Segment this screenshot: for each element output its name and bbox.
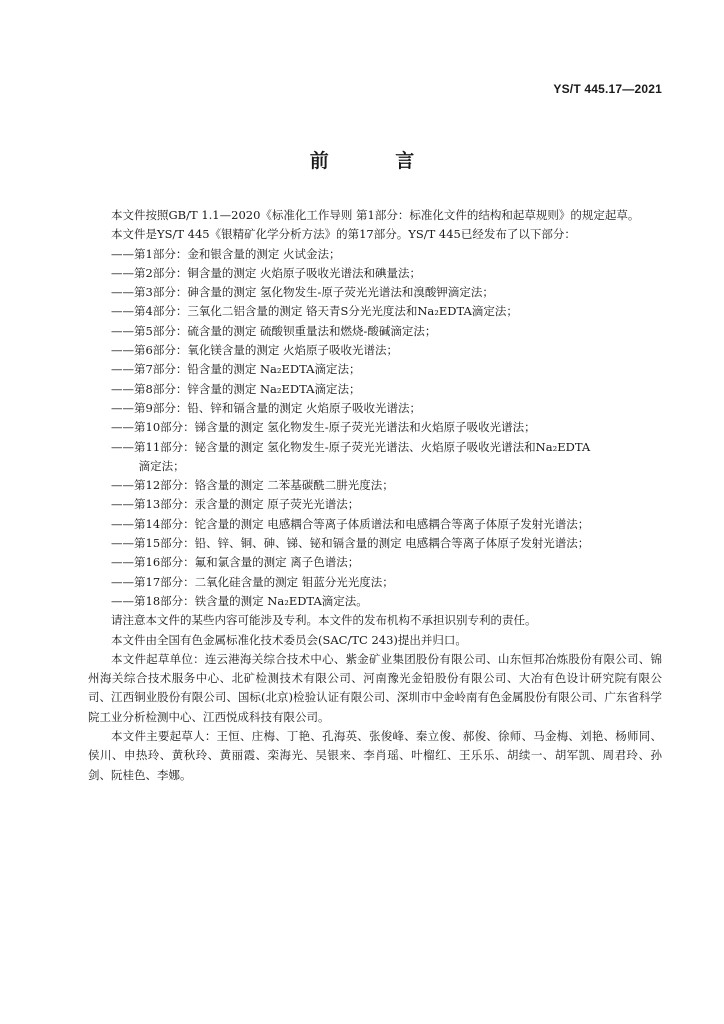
list-item: ——第15部分：铅、锌、铜、砷、锑、铋和镉含量的测定 电感耦合等离子体原子发射光谱法； bbox=[111, 536, 590, 551]
list-item: ——第11部分：铋含量的测定 氢化物发生-原子荧光光谱法、火焰原子吸收光谱法和Na₂EDTA bbox=[111, 439, 591, 454]
list-item: ——第3部分：砷含量的测定 氢化物发生-原子荧光光谱法和溴酸钾滴定法； bbox=[111, 285, 494, 300]
list-item: ——第13部分：汞含量的测定 原子荧光光谱法； bbox=[111, 497, 360, 512]
list-item-continuation: 滴定法； bbox=[138, 458, 185, 473]
list-item: ——第9部分：铅、锌和镉含量的测定 火焰原子吸收光谱法； bbox=[111, 400, 421, 415]
list-item: ——第5部分：硫含量的测定 硫酸钡重量法和燃烧-酸碱滴定法； bbox=[111, 323, 437, 338]
proposer-statement: 本文件由全国有色金属标准化技术委员会(SAC/TC 243)提出并归口。 bbox=[111, 632, 467, 647]
list-item: ——第17部分：二氧化硅含量的测定 钼蓝分光光度法； bbox=[111, 574, 394, 589]
parts-list bbox=[88, 245, 662, 612]
list-item: ——第14部分：铊含量的测定 电感耦合等离子体质谱法和电感耦合等离子体原子发射光谱法； bbox=[111, 516, 590, 531]
page-title: 前 言 bbox=[309, 150, 445, 172]
series-intro-paragraph: 本文件是YS/T 445《银精矿化学分析方法》的第17部分。YS/T 445已经发布了以下部分： bbox=[111, 227, 576, 242]
main-drafters: 本文件主要起草人：王恒、庄梅、丁艳、孔海英、张俊峰、秦立俊、郝俊、徐师、马金梅、刘艳、杨师同、侯川、申热玲、黄秋玲、黄丽霞、栾海光、吴银来、李肖瑶、叶榴红、王乐乐、胡续一、胡军凯、周君玲、孙剑、阮桂色、李娜。 bbox=[88, 729, 662, 782]
foreword-body bbox=[88, 206, 662, 785]
list-item: ——第10部分：锑含量的测定 氢化物发生-原子荧光光谱法和火焰原子吸收光谱法； bbox=[111, 420, 536, 435]
list-item: ——第8部分：锌含量的测定 Na₂EDTA滴定法； bbox=[111, 381, 361, 396]
list-item: ——第4部分：三氧化二铝含量的测定 铬天青S分光光度法和Na₂EDTA滴定法； bbox=[111, 304, 518, 319]
list-item: ——第18部分：铁含量的测定 Na₂EDTA滴定法。 bbox=[111, 593, 368, 608]
list-item: ——第12部分：铬含量的测定 二苯基碳酰二肼光度法； bbox=[111, 478, 394, 493]
list-item: ——第7部分：铅含量的测定 Na₂EDTA滴定法； bbox=[111, 362, 361, 377]
list-item: ——第1部分：金和银含量的测定 火试金法； bbox=[111, 246, 341, 261]
list-item: ——第16部分：氟和氯含量的测定 离子色谱法； bbox=[111, 555, 360, 570]
standard-number: YS/T 445.17—2021 bbox=[553, 82, 662, 96]
drafting-rule-paragraph: 本文件按照GB/T 1.1—2020《标准化工作导则 第1部分：标准化文件的结构和起草规则》的规定起草。 bbox=[111, 208, 640, 222]
drafting-units: 本文件起草单位：连云港海关综合技术中心、紫金矿业集团股份有限公司、山东恒邦冶炼股份有限公司、锦州海关综合技术服务中心、北矿检测技术有限公司、河南豫光金铅股份有限公司、大冶有色设计研究院有限公司、江西铜业股份有限公司、国标(北京)检验认证有限公司、深圳市中金岭南有色金属股份有限公司、广东省科学院工业分析检测中心、江西悦成科技有限公司。 bbox=[88, 651, 662, 724]
list-item: ——第2部分：铜含量的测定 火焰原子吸收光谱法和碘量法； bbox=[111, 265, 421, 280]
patent-notice: 请注意本文件的某些内容可能涉及专利。本文件的发布机构不承担识别专利的责任。 bbox=[111, 613, 537, 628]
list-item: ——第6部分：氧化镁含量的测定 火焰原子吸收光谱法； bbox=[111, 343, 398, 358]
